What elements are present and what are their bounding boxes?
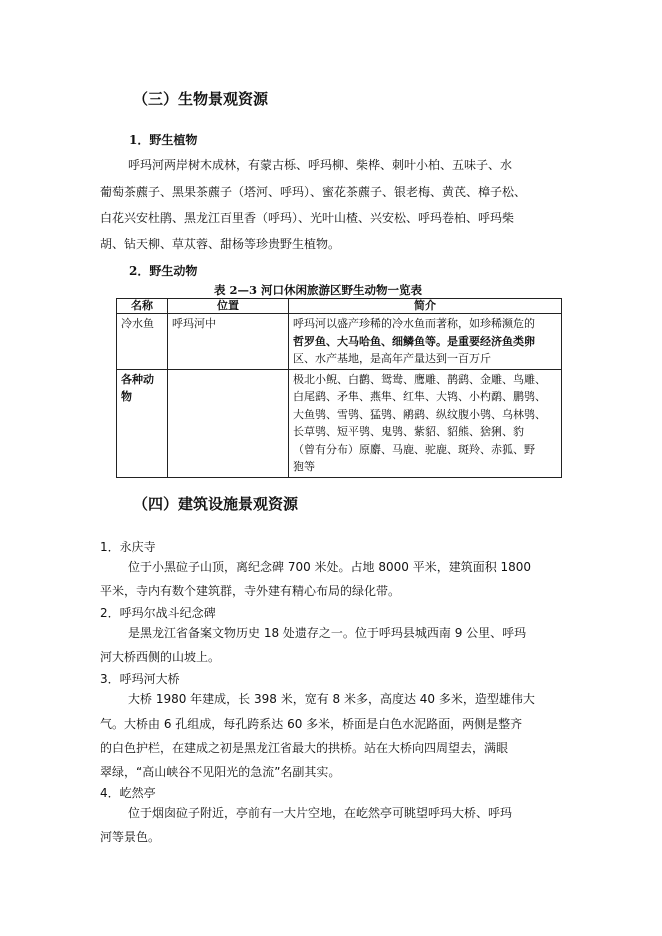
item-3-line-3: 的白色护栏，在建成之初是黑龙江省最大的拱桥。站在大桥向四周望去，满眼 — [100, 741, 509, 755]
plants-line-1: 呼玛河两岸树木成林，有蒙古栎、呼玛柳、柴桦、刺叶小柏、五味子、水 — [128, 158, 513, 172]
intro-line: （曾有分布）原麝、马鹿、驼鹿、斑羚、赤狐、野 — [293, 442, 535, 456]
item-1-heading: 1．永庆寺 — [100, 540, 156, 554]
column-header-name: 名称 — [117, 299, 168, 314]
section-3-title: （三）生物景观资源 — [133, 90, 269, 108]
intro-line: 大鱼鸮、雪鸮、猛鸮、鹇鹞、纵纹腹小鸮、乌林鸮、 — [293, 407, 546, 421]
item-3-heading: 3．呼玛河大桥 — [100, 672, 180, 686]
plants-line-4: 胡、钻天柳、草苁蓉、甜杨等珍贵野生植物。 — [100, 237, 341, 251]
section-4-title: （四）建筑设施景观资源 — [133, 495, 299, 513]
intro-line: 区、水产基地，是高年产量达到一百万斤 — [293, 352, 491, 365]
table-caption: 表 2—3 河口休闲旅游区野生动物一览表 — [214, 283, 423, 297]
animals-heading: 2．野生动物 — [129, 264, 198, 278]
item-2-line-2: 河大桥西侧的山坡上。 — [100, 650, 221, 664]
cell-location: 呼玛河中 — [168, 314, 289, 370]
intro-line: 狍等 — [293, 460, 315, 473]
item-3-line-2: 气。大桥由 6 孔组成，每孔跨系达 60 多米，桥面是白色水泥路面，两侧是整齐 — [100, 717, 523, 731]
intro-line: 呼玛河以盛产珍稀的冷水鱼而著称，如珍稀濒危的 — [293, 317, 535, 330]
intro-line: 哲罗鱼、大马哈鱼、细鳞鱼等。是重要经济鱼类卵 — [293, 334, 535, 348]
table-row — [117, 369, 562, 477]
item-4-line-2: 河等景色。 — [100, 830, 161, 844]
item-4-line-1: 位于烟囱砬子附近，亭前有一大片空地，在屹然亭可眺望呼玛大桥、呼玛 — [128, 806, 513, 820]
item-3-line-4: 翠绿，“高山峡谷不见阳光的急流”名副其实。 — [100, 765, 341, 779]
plants-line-3: 白花兴安杜鹃、黑龙江百里香（呼玛）、光叶山楂、兴安松、呼玛卷柏、呼玛柴 — [100, 211, 515, 225]
item-3-line-1: 大桥 1980 年建成，长 398 米，宽有 8 米多，高度达 40 多米，造型雄伟大 — [128, 692, 535, 706]
cell-location — [168, 369, 289, 477]
item-2-heading: 2．呼玛尔战斗纪念碑 — [100, 606, 216, 620]
cell-name: 冷水鱼 — [117, 314, 168, 370]
cell-intro — [289, 369, 562, 477]
column-header-location: 位置 — [168, 299, 289, 314]
plants-heading: 1．野生植物 — [129, 133, 198, 147]
cell-name: 各种动物 — [117, 369, 168, 477]
wildlife-table — [116, 298, 562, 478]
intro-line: 白尾鹞、矛隼、燕隼、红隼、大鸨、小杓鹬、鹏鸮、 — [293, 390, 546, 403]
cell-intro — [289, 314, 562, 370]
item-1-line-2: 平米，寺内有数个建筑群，寺外建有精心布局的绿化带。 — [100, 584, 401, 598]
intro-line: 长草鸮、短平鸮、鬼鸮、紫貂、貂熊、猞猁、豹 — [293, 425, 524, 438]
intro-line: 极北小鲵、白鹳、鸳鸯、鹰雕、鹊鹞、金雕、鸟雕、 — [293, 372, 546, 386]
item-2-line-1: 是黑龙江省备案文物历史 18 处遗存之一。位于呼玛县城西南 9 公里、呼玛 — [128, 626, 527, 640]
plants-line-2: 葡萄茶藨子、黑果茶藨子（塔河、呼玛）、蜜花茶藨子、银老梅、黄芪、樟子松、 — [100, 185, 527, 199]
item-4-heading: 4．屹然亭 — [100, 786, 156, 800]
table-row — [117, 314, 562, 370]
item-1-line-1: 位于小黑砬子山顶，离纪念碑 700 米处。占地 8000 平米，建筑面积 1800 — [128, 560, 532, 574]
column-header-intro: 简介 — [289, 299, 562, 314]
table-header-row — [117, 299, 562, 314]
